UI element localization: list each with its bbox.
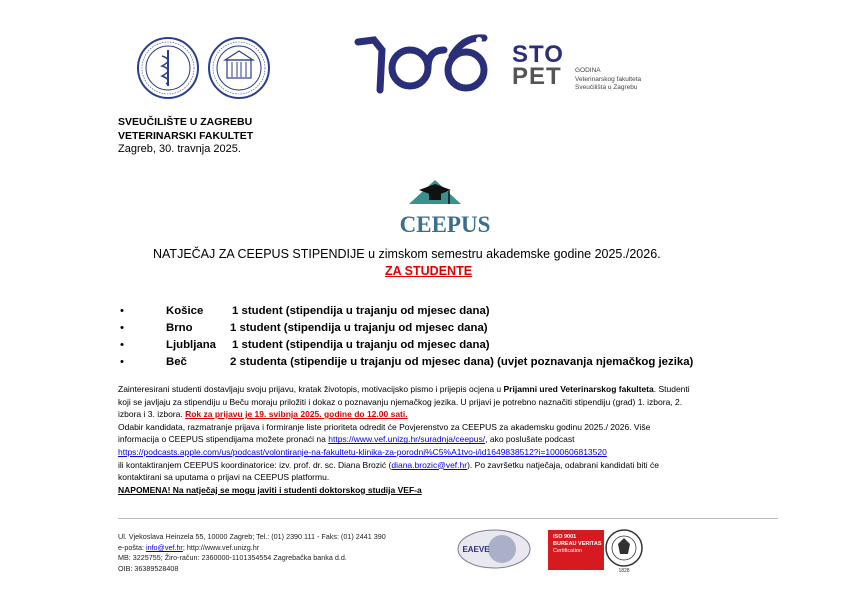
scholarship-desc: 1 student (stipendija u trajanju od mjesec dana) (230, 322, 488, 334)
deadline-text: Rok za prijavu je 19. svibnja 2025. godine do 12.00 sati. (185, 409, 408, 420)
stopet-line2: PET (512, 63, 562, 90)
footer-email-label: e-pošta: (118, 542, 146, 552)
bullet-icon: • (120, 305, 124, 317)
body-text-span: izbora i 3. izbora. (118, 409, 186, 420)
scholarship-desc: 1 student (stipendija u trajanju od mjesec dana) (232, 305, 490, 317)
body-text-span: Zainteresirani studenti dostavljaju svoju prijavu, kratak životopis, motivacijsko pismo i prijepis ocjena u (118, 384, 504, 394)
stopet-caption-2: Veterinarskog fakulteta (575, 75, 642, 83)
bureau-veritas-badge (548, 530, 604, 570)
bureau-veritas-seal (604, 526, 644, 574)
footer-mb: MB: 3225755; Žiro-račun: 2360000-1101354554 Zagrebačka banka d.d. (118, 553, 347, 562)
notice-title (153, 247, 661, 261)
eaeve-logo-text: EAEVE (462, 545, 490, 554)
admissions-office-text: Prijamni ured Veterinarskog fakulteta (503, 384, 654, 394)
body-line-3 (118, 408, 738, 421)
university-seal-logo (207, 36, 271, 100)
body-line-6 (118, 446, 738, 459)
note-text: NAPOMENA! Na natječaj se mogu javiti i studenti doktorskog studija VEF-a (118, 484, 422, 495)
scholarship-city: Ljubljana (166, 339, 216, 351)
footer-oib: OIB: 36389528408 (118, 563, 179, 573)
footer-email-link[interactable]: info@vef.hr (145, 542, 183, 552)
eaeve-logo (456, 528, 532, 570)
footer-contact (118, 532, 386, 574)
bullet-icon: • (120, 339, 124, 351)
scholarship-city: Košice (166, 305, 204, 317)
notice-title-rest: u zimskom semestru akademske godine 2025./2026. (364, 247, 661, 261)
stopet-caption (575, 67, 641, 93)
notice-subtitle: ZA STUDENTE (385, 264, 473, 278)
bullet-icon: • (120, 356, 124, 368)
body-text-span: , ako poslušate podcast (485, 434, 575, 445)
stopet-logo (512, 41, 564, 90)
body-line-8: kontaktirani sa uputama o prijavi na CEEPUS platformu. (118, 472, 330, 483)
body-text-span: ). Po završetku natječaja, odabrani kandidati biti će (467, 459, 659, 470)
body-text-span: ili kontaktiranjem CEEPUS koordinatorice: izv. prof. dr. sc. Diana Brozić ( (118, 459, 392, 470)
body-text-span: . Studenti (653, 384, 690, 394)
scholarship-desc: 1 student (stipendija u trajanju od mjesec dana) (232, 339, 490, 351)
footer-email-line (118, 543, 386, 554)
body-line-1 (118, 383, 738, 396)
stopet-line1: STO (512, 41, 564, 68)
body-line-4: Odabir kandidata, razmatranje prijava i formiranje liste prioriteta odredit će Povjerenstvo za CEEPUS za akademsku godinu 2025./ 2026. Više (118, 421, 651, 432)
body-line-7 (118, 459, 738, 472)
institution-block (118, 116, 253, 157)
scholarship-city: Brno (166, 322, 193, 334)
university-name: SVEUČILIŠTE U ZAGREBU (118, 116, 253, 128)
coordinator-email-link[interactable]: diana.brozic@vef.hr (391, 459, 468, 470)
footer-web: ; http://www.vef.unizg.hr (182, 542, 260, 552)
footer-divider (118, 518, 778, 519)
body-text-span: informacija o CEEPUS stipendijama možete pronaći na (118, 434, 329, 445)
bv-year: 1828 (618, 568, 630, 574)
scholarship-list (120, 305, 760, 375)
document-date: Zagreb, 30. travnja 2025. (118, 143, 241, 155)
stopet-caption-1: GODINA (575, 67, 601, 74)
scholarship-city: Beč (166, 356, 187, 368)
bv-name: BUREAU VERITAS (553, 541, 602, 547)
faculty-seal-logo (136, 36, 200, 100)
iso-label: ISO 9001 (553, 534, 577, 540)
body-text (118, 383, 738, 496)
podcast-link[interactable]: https://podcasts.apple.com/us/podcast/volontiranje-na-fakultetu-klinika-za-porodni%C5%A1tvo-i/id1649838512?i=1000606813520 (118, 446, 607, 457)
body-line-2: koji se javljaju za stipendiju u Beču moraju priložiti i dokaz o poznavanju njemačkog jezika. U prijavi je potrebno naznačiti stipendiju (grad) 1. izbora, 2. (118, 396, 683, 407)
bullet-icon: • (120, 322, 124, 334)
footer-address: Ul. Vjekoslava Heinzela 55, 10000 Zagreb; Tel.: (01) 2390 111 - Faks: (01) 2441 390 (118, 532, 386, 541)
bv-certification: Certification (553, 548, 583, 554)
anniversary-100-logo (352, 28, 494, 102)
scholarship-desc: 2 studenta (stipendije u trajanju od mjesec dana) (uvjet poznavanja njemačkog jezika) (230, 356, 694, 368)
notice-title-main: NATJEČAJ ZA CEEPUS STIPENDIJE (153, 247, 365, 261)
ceepus-logo (397, 174, 495, 238)
ceepus-logo-text: CEEPUS (399, 212, 491, 237)
stopet-caption-3: Sveučilišta u Zagrebu (575, 84, 638, 91)
body-line-5 (118, 433, 738, 446)
faculty-name: VETERINARSKI FAKULTET (118, 129, 254, 142)
ceepus-info-link[interactable]: https://www.vef.unizg.hr/suradnja/ceepus/ (328, 434, 486, 445)
